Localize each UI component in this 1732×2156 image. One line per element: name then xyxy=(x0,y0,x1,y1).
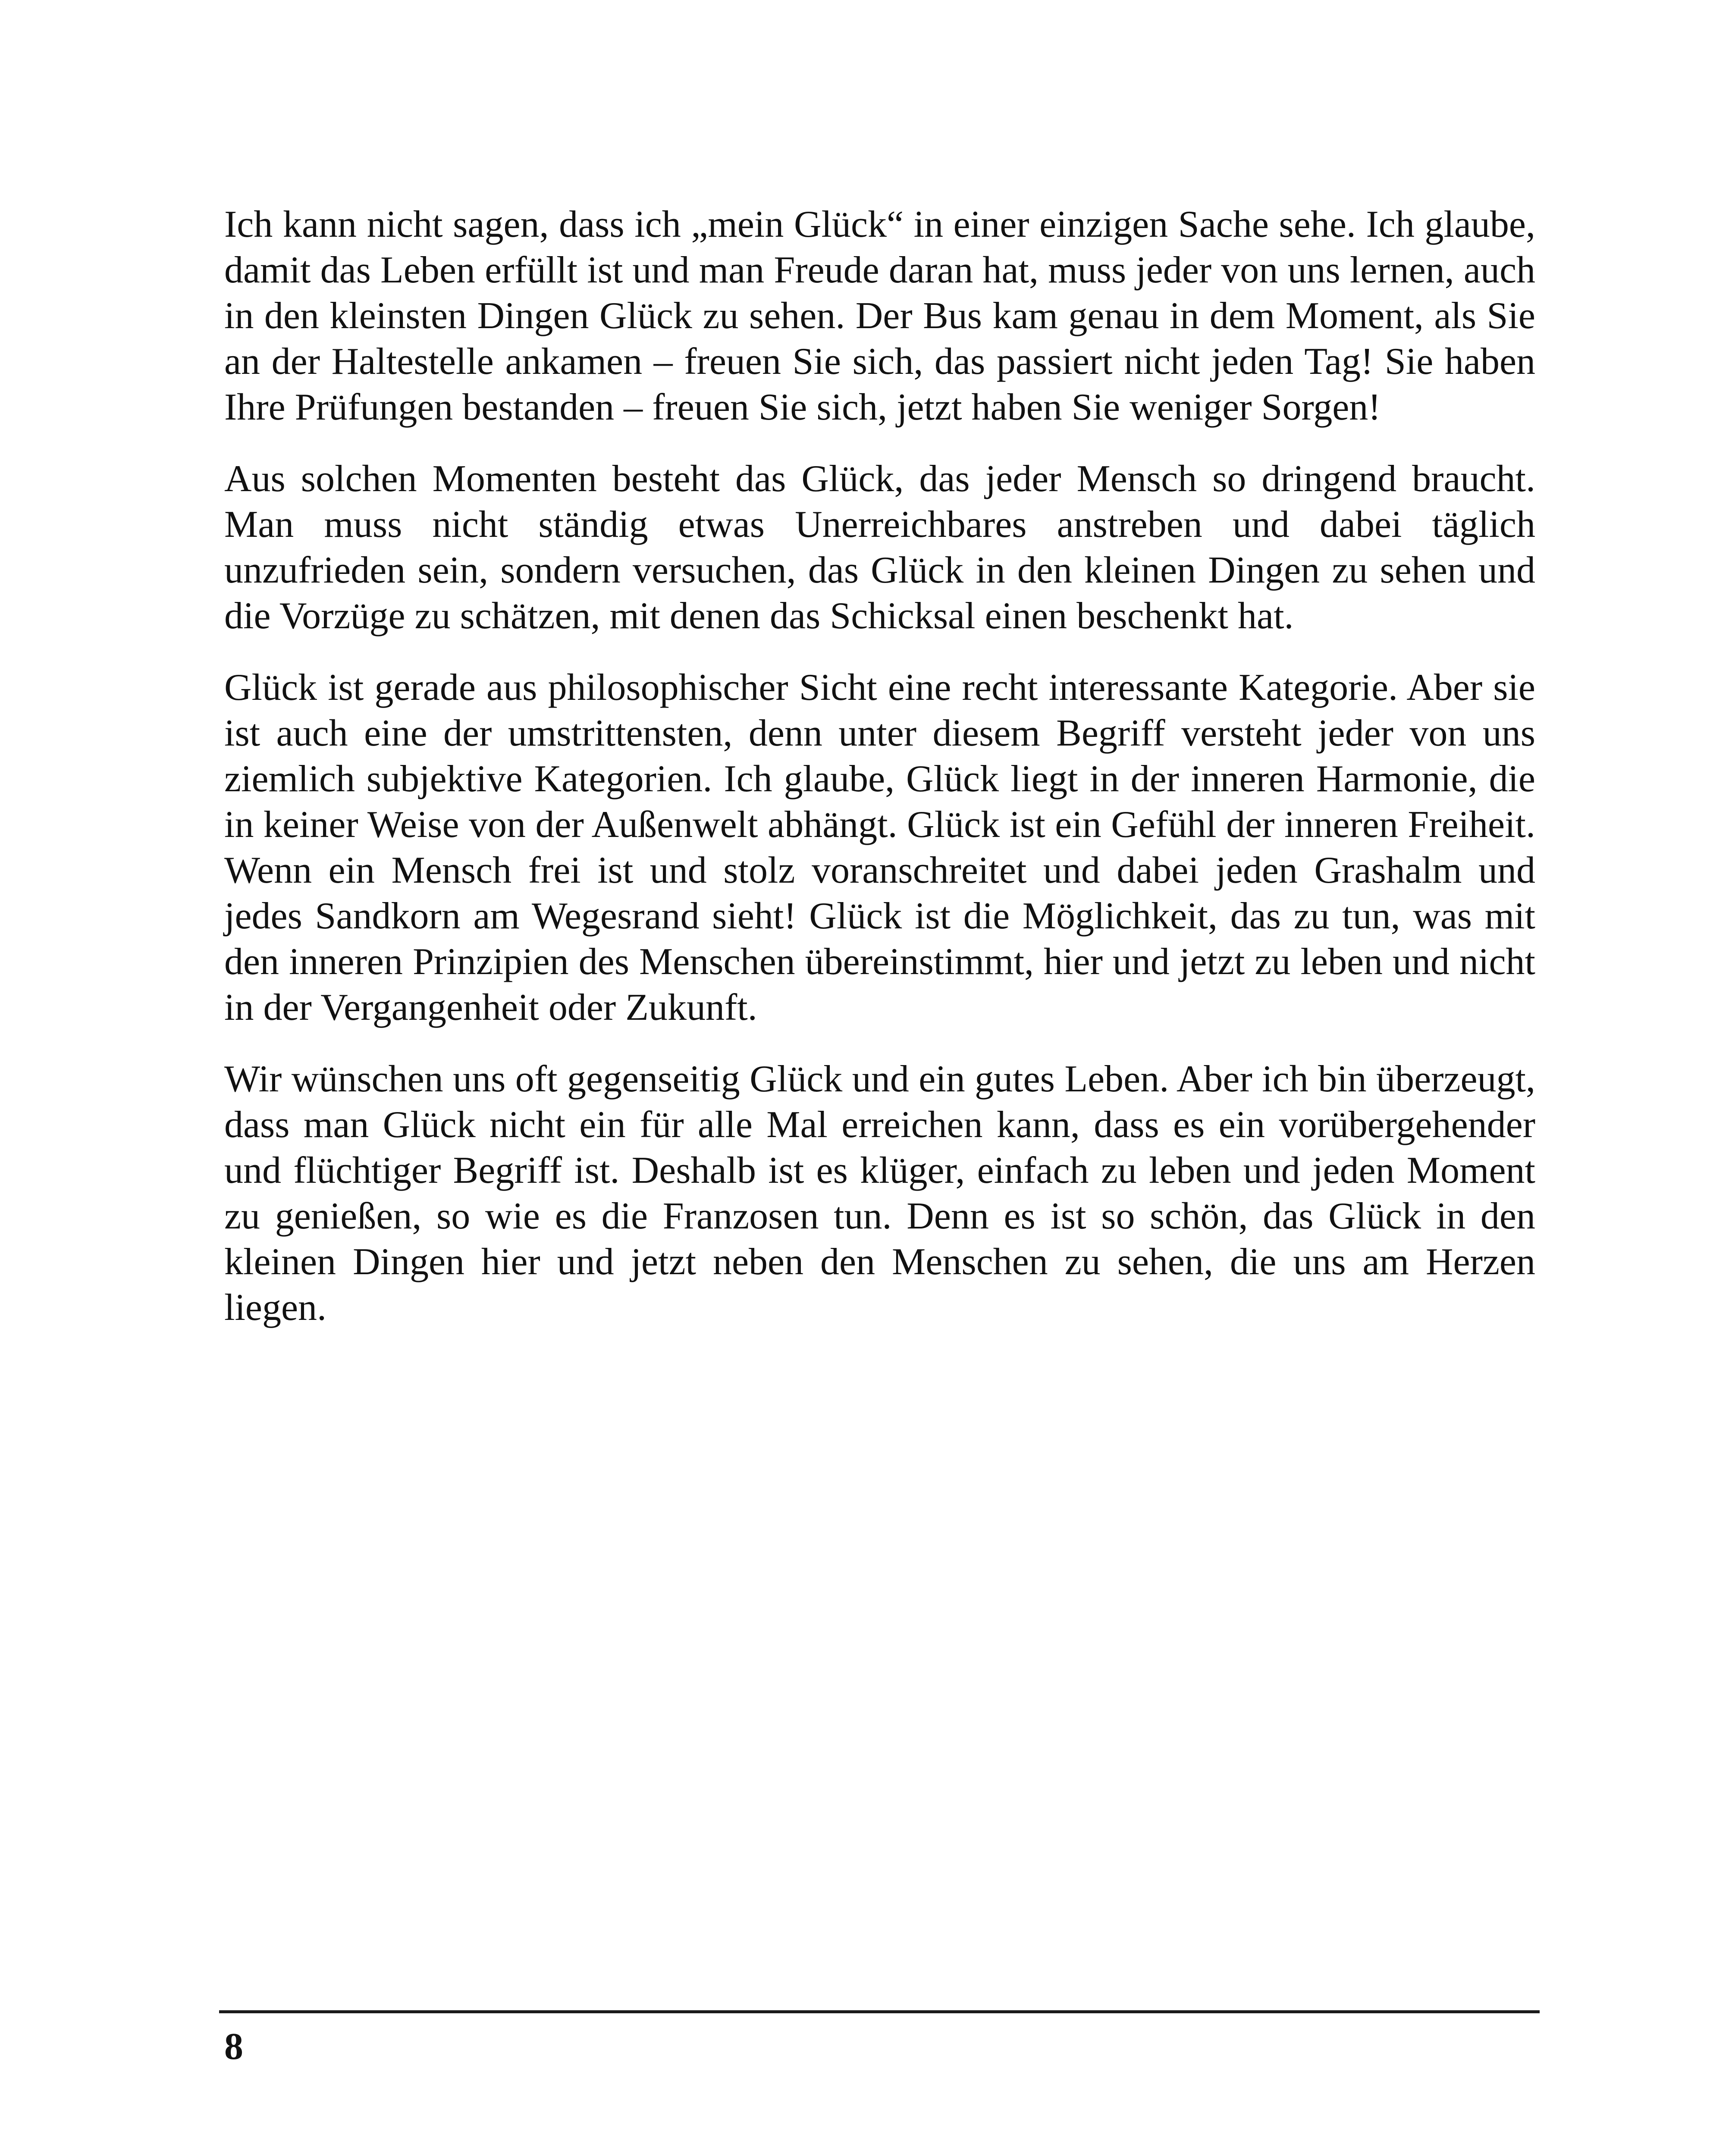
page-number: 8 xyxy=(224,2026,243,2068)
footer-divider xyxy=(219,2010,1540,2013)
paragraph-3: Glück ist gerade aus philosophischer Sicht eine recht interessante Kategorie. Aber sie ist auch eine der umstrittensten, denn unter diesem Begriff versteht jeder von uns ziemlich subjektive Kategorien. Ich glaube, Glück liegt in der inneren Harmonie, die in keiner Weise von der Außenwelt abhängt. Glück ist ein Gefühl der inneren Freiheit. Wenn ein Mensch frei ist und stolz voranschreitet und dabei jeden Grashalm und jedes Sandkorn am Wegesrand sieht! Glück ist die Möglichkeit, das zu tun, was mit den inneren Prinzipien des Menschen übereinstimmt, hier und jetzt zu leben und nicht in der Vergangenheit oder Zukunft. xyxy=(224,667,1535,1028)
body-text xyxy=(224,202,1535,1357)
paragraph-1: Ich kann nicht sagen, dass ich „mein Glück“ in einer einzigen Sache sehe. Ich glaube, damit das Leben erfüllt ist und man Freude daran hat, muss jeder von uns lernen, auch in den kleinsten Dingen Glück zu sehen. Der Bus kam genau in dem Moment, als Sie an der Haltestelle ankamen – freuen Sie sich, das passiert nicht jeden Tag! Sie haben Ihre Prüfungen bestanden – freuen Sie sich, jetzt haben Sie weniger Sorgen! xyxy=(224,204,1535,428)
paragraph-4: Wir wünschen uns oft gegenseitig Glück und ein gutes Leben. Aber ich bin überzeugt, dass man Glück nicht ein für alle Mal erreichen kann, dass es ein vorübergehender und flüchtiger Begriff ist. Deshalb ist es klüger, einfach zu leben und jeden Moment zu genießen, so wie es die Franzosen tun. Denn es ist so schön, das Glück in den kleinen Dingen hier und jetzt neben den Menschen zu sehen, die uns am Herzen liegen. xyxy=(224,1058,1535,1329)
paragraph-2: Aus solchen Momenten besteht das Glück, das jeder Mensch so dringend braucht. Man muss nicht ständig etwas Unerreichbares anstreben und dabei täglich unzufrieden sein, sondern versuchen, das Glück in den kleinen Dingen zu sehen und die Vorzüge zu schätzen, mit denen das Schicksal einen beschenkt hat. xyxy=(224,458,1535,637)
